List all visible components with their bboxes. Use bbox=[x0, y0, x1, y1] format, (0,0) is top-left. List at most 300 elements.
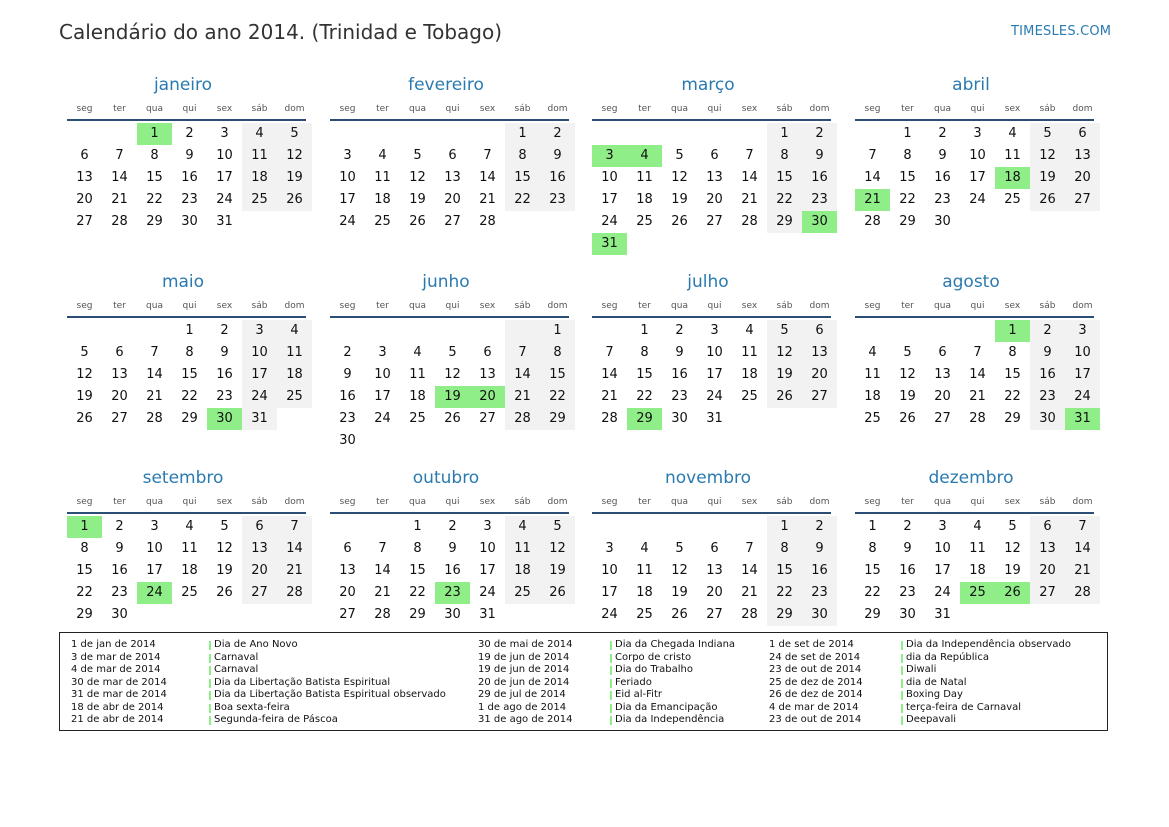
weekday-label: qua bbox=[934, 104, 951, 114]
month-divider bbox=[855, 316, 1094, 318]
day-cell: 13 bbox=[111, 367, 128, 382]
day-cell: 18 bbox=[251, 170, 268, 185]
day-cell: 20 bbox=[111, 389, 128, 404]
weekday-label: sáb bbox=[776, 104, 793, 114]
weekday-label: sex bbox=[479, 301, 496, 311]
day-cell: 30 bbox=[444, 607, 461, 622]
day-cell: 29 bbox=[776, 214, 793, 229]
day-cell: 18 bbox=[864, 389, 881, 404]
day-cell: 27 bbox=[934, 411, 951, 426]
day-cell: 7 bbox=[605, 345, 614, 360]
day-cell: 14 bbox=[741, 563, 758, 578]
day-cell: 13 bbox=[1039, 541, 1056, 556]
day-cell: 30 bbox=[339, 433, 356, 448]
legend-holiday-name: Eid al-Fitr bbox=[610, 689, 662, 702]
day-cell: 7 bbox=[115, 148, 124, 163]
weekday-label: ter bbox=[376, 301, 389, 311]
day-cell: 30 bbox=[811, 607, 828, 622]
day-cell: 25 bbox=[1004, 192, 1021, 207]
day-cell: 19 bbox=[899, 389, 916, 404]
day-cell: 22 bbox=[864, 585, 881, 600]
legend-holiday-name: Dia da Independência bbox=[610, 714, 724, 727]
holiday-day: 30 bbox=[207, 408, 242, 430]
day-cell: 8 bbox=[903, 148, 912, 163]
day-cell: 28 bbox=[479, 214, 496, 229]
weekday-label: qua bbox=[409, 104, 426, 114]
month-divider bbox=[592, 512, 831, 514]
day-cell: 15 bbox=[864, 563, 881, 578]
day-cell: 8 bbox=[80, 541, 89, 556]
day-cell: 7 bbox=[290, 519, 299, 534]
day-cell: 14 bbox=[601, 367, 618, 382]
day-cell: 14 bbox=[969, 367, 986, 382]
holiday-day: 1 bbox=[995, 320, 1030, 342]
day-cell: 11 bbox=[1004, 148, 1021, 163]
day-cell: 30 bbox=[111, 607, 128, 622]
weekday-label: sex bbox=[1004, 104, 1021, 114]
month-name: junho bbox=[422, 272, 470, 292]
day-cell: 26 bbox=[671, 607, 688, 622]
day-cell: 9 bbox=[220, 345, 229, 360]
day-cell: 15 bbox=[514, 170, 531, 185]
day-cell: 13 bbox=[1074, 148, 1091, 163]
day-cell: 29 bbox=[146, 214, 163, 229]
legend-date: 30 de mar de 2014 bbox=[71, 676, 167, 688]
holiday-day: 30 bbox=[802, 211, 837, 233]
day-cell: 22 bbox=[181, 389, 198, 404]
month-divider bbox=[67, 512, 306, 514]
day-cell: 17 bbox=[601, 192, 618, 207]
day-cell: 28 bbox=[969, 411, 986, 426]
day-cell: 7 bbox=[973, 345, 982, 360]
day-cell: 7 bbox=[745, 148, 754, 163]
day-cell: 23 bbox=[811, 585, 828, 600]
weekday-label: sex bbox=[1004, 301, 1021, 311]
day-cell: 18 bbox=[181, 563, 198, 578]
legend-date: 23 de out de 2014 bbox=[769, 664, 862, 675]
day-cell: 28 bbox=[111, 214, 128, 229]
day-cell: 18 bbox=[636, 192, 653, 207]
day-cell: 18 bbox=[514, 563, 531, 578]
month-divider bbox=[330, 512, 569, 514]
day-cell: 9 bbox=[903, 541, 912, 556]
day-cell: 31 bbox=[934, 607, 951, 622]
weekday-label: ter bbox=[376, 497, 389, 507]
holiday-day: 4 bbox=[627, 145, 662, 167]
day-cell: 10 bbox=[479, 541, 496, 556]
day-cell: 15 bbox=[409, 563, 426, 578]
day-cell: 23 bbox=[811, 192, 828, 207]
day-cell: 27 bbox=[76, 214, 93, 229]
day-cell: 6 bbox=[448, 148, 457, 163]
day-cell: 9 bbox=[343, 367, 352, 382]
day-cell: 21 bbox=[479, 192, 496, 207]
day-cell: 27 bbox=[444, 214, 461, 229]
day-cell: 21 bbox=[514, 389, 531, 404]
weekday-label: sex bbox=[1004, 497, 1021, 507]
day-cell: 11 bbox=[636, 170, 653, 185]
day-cell: 12 bbox=[671, 563, 688, 578]
day-cell: 4 bbox=[378, 148, 387, 163]
legend-holiday-name: Dia do Trabalho bbox=[610, 664, 693, 677]
day-cell: 11 bbox=[286, 345, 303, 360]
legend-date: 29 de jul de 2014 bbox=[478, 689, 566, 700]
legend-holiday-name: Deepavali bbox=[901, 714, 956, 727]
month-name: maio bbox=[161, 272, 205, 292]
day-cell: 23 bbox=[934, 192, 951, 207]
day-cell: 20 bbox=[251, 563, 268, 578]
day-cell: 27 bbox=[706, 607, 723, 622]
day-cell: 9 bbox=[553, 148, 562, 163]
day-cell: 23 bbox=[549, 192, 566, 207]
month-divider bbox=[330, 316, 569, 318]
day-cell: 27 bbox=[706, 214, 723, 229]
day-cell: 26 bbox=[76, 411, 93, 426]
month-name: julho bbox=[687, 272, 729, 292]
day-cell: 12 bbox=[216, 541, 233, 556]
day-cell: 11 bbox=[741, 345, 758, 360]
weekday-label: dom bbox=[809, 301, 830, 311]
day-cell: 13 bbox=[339, 563, 356, 578]
day-cell: 17 bbox=[251, 367, 268, 382]
day-cell: 16 bbox=[811, 563, 828, 578]
day-cell: 18 bbox=[969, 563, 986, 578]
legend-holiday-name: terça-feira de Carnaval bbox=[901, 702, 1021, 715]
legend-holiday-name: Dia da Libertação Batista Espiritual bbox=[209, 677, 390, 690]
weekday-label: sex bbox=[741, 497, 758, 507]
weekday-label: seg bbox=[76, 104, 93, 114]
weekday-label: ter bbox=[113, 301, 126, 311]
legend-date: 19 de jun de 2014 bbox=[478, 651, 570, 663]
day-cell: 3 bbox=[483, 519, 492, 534]
weekday-label: seg bbox=[601, 301, 618, 311]
day-cell: 18 bbox=[409, 389, 426, 404]
day-cell: 15 bbox=[899, 170, 916, 185]
month-name: dezembro bbox=[928, 468, 1014, 488]
month-name: novembro bbox=[664, 468, 752, 488]
day-cell: 15 bbox=[76, 563, 93, 578]
holiday-day: 31 bbox=[592, 233, 627, 255]
holiday-day: 25 bbox=[960, 582, 995, 604]
day-cell: 31 bbox=[216, 214, 233, 229]
day-cell: 18 bbox=[636, 585, 653, 600]
day-cell: 16 bbox=[1039, 367, 1056, 382]
day-cell: 15 bbox=[776, 563, 793, 578]
legend-date: 3 de mar de 2014 bbox=[71, 651, 161, 663]
weekday-label: qui bbox=[445, 301, 460, 311]
day-cell: 23 bbox=[1039, 389, 1056, 404]
day-cell: 8 bbox=[518, 148, 527, 163]
legend-holiday-name: Corpo de cristo bbox=[610, 652, 691, 665]
day-cell: 23 bbox=[111, 585, 128, 600]
day-cell: 19 bbox=[549, 563, 566, 578]
day-cell: 16 bbox=[549, 170, 566, 185]
day-cell: 22 bbox=[146, 192, 163, 207]
weekday-label: sáb bbox=[251, 497, 268, 507]
weekday-label: ter bbox=[901, 497, 914, 507]
day-cell: 24 bbox=[216, 192, 233, 207]
day-cell: 15 bbox=[776, 170, 793, 185]
day-cell: 29 bbox=[549, 411, 566, 426]
weekday-label: sáb bbox=[251, 104, 268, 114]
weekday-label: dom bbox=[547, 104, 568, 114]
weekday-label: qui bbox=[970, 104, 985, 114]
day-cell: 17 bbox=[601, 585, 618, 600]
day-cell: 9 bbox=[815, 541, 824, 556]
day-cell: 22 bbox=[514, 192, 531, 207]
weekday-label: sáb bbox=[514, 104, 531, 114]
day-cell: 24 bbox=[934, 585, 951, 600]
day-cell: 4 bbox=[255, 126, 264, 141]
day-cell: 27 bbox=[251, 585, 268, 600]
legend-holiday-name: Carnaval bbox=[209, 652, 258, 665]
legend-date: 24 de set de 2014 bbox=[769, 651, 861, 663]
day-cell: 12 bbox=[1039, 148, 1056, 163]
day-cell: 13 bbox=[444, 170, 461, 185]
holiday-day: 21 bbox=[855, 189, 890, 211]
day-cell: 18 bbox=[286, 367, 303, 382]
day-cell: 5 bbox=[780, 323, 789, 338]
day-cell: 1 bbox=[185, 323, 194, 338]
day-cell: 14 bbox=[374, 563, 391, 578]
weekday-label: qui bbox=[445, 104, 460, 114]
day-cell: 7 bbox=[518, 345, 527, 360]
legend-date: 21 de abr de 2014 bbox=[71, 714, 164, 725]
legend-holiday-name: dia de Natal bbox=[901, 677, 967, 690]
month-divider bbox=[592, 119, 831, 121]
day-cell: 6 bbox=[343, 541, 352, 556]
day-cell: 10 bbox=[601, 563, 618, 578]
day-cell: 6 bbox=[483, 345, 492, 360]
day-cell: 17 bbox=[146, 563, 163, 578]
weekday-label: seg bbox=[864, 497, 881, 507]
day-cell: 6 bbox=[938, 345, 947, 360]
legend-date: 18 de abr de 2014 bbox=[71, 701, 164, 713]
legend-date: 31 de ago de 2014 bbox=[478, 714, 573, 725]
day-cell: 5 bbox=[1043, 126, 1052, 141]
weekday-label: sáb bbox=[776, 301, 793, 311]
day-cell: 15 bbox=[181, 367, 198, 382]
day-cell: 28 bbox=[374, 607, 391, 622]
day-cell: 29 bbox=[776, 607, 793, 622]
day-cell: 14 bbox=[479, 170, 496, 185]
month-divider bbox=[592, 316, 831, 318]
day-cell: 16 bbox=[216, 367, 233, 382]
weekday-label: qui bbox=[182, 497, 197, 507]
day-cell: 26 bbox=[671, 214, 688, 229]
day-cell: 18 bbox=[741, 367, 758, 382]
day-cell: 8 bbox=[553, 345, 562, 360]
day-cell: 1 bbox=[780, 126, 789, 141]
day-cell: 19 bbox=[286, 170, 303, 185]
day-cell: 29 bbox=[1004, 411, 1021, 426]
day-cell: 13 bbox=[251, 541, 268, 556]
day-cell: 29 bbox=[899, 214, 916, 229]
weekday-label: seg bbox=[339, 104, 356, 114]
day-cell: 22 bbox=[776, 585, 793, 600]
weekday-label: sex bbox=[216, 497, 233, 507]
day-cell: 4 bbox=[745, 323, 754, 338]
day-cell: 30 bbox=[899, 607, 916, 622]
weekday-label: sáb bbox=[1039, 104, 1056, 114]
day-cell: 3 bbox=[378, 345, 387, 360]
weekday-label: sex bbox=[216, 301, 233, 311]
day-cell: 24 bbox=[706, 389, 723, 404]
day-cell: 11 bbox=[181, 541, 198, 556]
day-cell: 24 bbox=[601, 214, 618, 229]
day-cell: 6 bbox=[115, 345, 124, 360]
legend-holiday-name: Dia da Chegada Indiana bbox=[610, 639, 735, 652]
day-cell: 3 bbox=[938, 519, 947, 534]
day-cell: 11 bbox=[374, 170, 391, 185]
day-cell: 29 bbox=[864, 607, 881, 622]
day-cell: 29 bbox=[76, 607, 93, 622]
day-cell: 22 bbox=[409, 585, 426, 600]
day-cell: 6 bbox=[815, 323, 824, 338]
day-cell: 4 bbox=[518, 519, 527, 534]
day-cell: 27 bbox=[811, 389, 828, 404]
month-name: outubro bbox=[412, 468, 480, 488]
day-cell: 12 bbox=[776, 345, 793, 360]
weekday-label: dom bbox=[547, 301, 568, 311]
legend-date: 20 de jun de 2014 bbox=[478, 676, 570, 688]
day-cell: 4 bbox=[1008, 126, 1017, 141]
day-cell: 9 bbox=[675, 345, 684, 360]
day-cell: 3 bbox=[150, 519, 159, 534]
legend-holiday-name: dia da República bbox=[901, 652, 989, 665]
day-cell: 2 bbox=[553, 126, 562, 141]
day-cell: 5 bbox=[675, 541, 684, 556]
weekday-label: ter bbox=[638, 497, 651, 507]
month-name: janeiro bbox=[153, 75, 213, 95]
day-cell: 28 bbox=[601, 411, 618, 426]
legend-holiday-name: Boxing Day bbox=[901, 689, 963, 702]
month-name: agosto bbox=[942, 272, 1000, 292]
holiday-day: 26 bbox=[995, 582, 1030, 604]
day-cell: 10 bbox=[251, 345, 268, 360]
weekday-label: seg bbox=[864, 301, 881, 311]
day-cell: 21 bbox=[1074, 563, 1091, 578]
day-cell: 10 bbox=[374, 367, 391, 382]
day-cell: 24 bbox=[969, 192, 986, 207]
day-cell: 4 bbox=[413, 345, 422, 360]
month-name: fevereiro bbox=[408, 75, 484, 95]
day-cell: 13 bbox=[934, 367, 951, 382]
day-cell: 21 bbox=[969, 389, 986, 404]
day-cell: 28 bbox=[286, 585, 303, 600]
day-cell: 19 bbox=[776, 367, 793, 382]
day-cell: 8 bbox=[185, 345, 194, 360]
day-cell: 12 bbox=[76, 367, 93, 382]
weekday-label: qua bbox=[934, 301, 951, 311]
day-cell: 14 bbox=[1074, 541, 1091, 556]
day-cell: 22 bbox=[899, 192, 916, 207]
day-cell: 26 bbox=[549, 585, 566, 600]
day-cell: 22 bbox=[776, 192, 793, 207]
day-cell: 5 bbox=[290, 126, 299, 141]
day-cell: 24 bbox=[374, 411, 391, 426]
legend-holiday-name: Boa sexta-feira bbox=[209, 702, 290, 715]
day-cell: 15 bbox=[1004, 367, 1021, 382]
weekday-label: seg bbox=[76, 301, 93, 311]
weekday-label: dom bbox=[809, 497, 830, 507]
day-cell: 14 bbox=[111, 170, 128, 185]
day-cell: 6 bbox=[255, 519, 264, 534]
weekday-label: seg bbox=[339, 497, 356, 507]
month-divider bbox=[67, 119, 306, 121]
day-cell: 28 bbox=[741, 214, 758, 229]
day-cell: 28 bbox=[864, 214, 881, 229]
day-cell: 25 bbox=[374, 214, 391, 229]
day-cell: 24 bbox=[251, 389, 268, 404]
day-cell: 3 bbox=[1078, 323, 1087, 338]
day-cell: 31 bbox=[251, 411, 268, 426]
weekday-label: sex bbox=[479, 497, 496, 507]
weekday-label: qui bbox=[182, 301, 197, 311]
day-cell: 27 bbox=[1074, 192, 1091, 207]
day-cell: 10 bbox=[934, 541, 951, 556]
site-link[interactable]: TIMESLES.COM bbox=[1011, 24, 1112, 39]
day-cell: 5 bbox=[413, 148, 422, 163]
day-cell: 24 bbox=[1074, 389, 1091, 404]
day-cell: 6 bbox=[710, 148, 719, 163]
day-cell: 13 bbox=[706, 170, 723, 185]
holiday-day: 1 bbox=[67, 516, 102, 538]
day-cell: 15 bbox=[549, 367, 566, 382]
day-cell: 6 bbox=[1078, 126, 1087, 141]
day-cell: 10 bbox=[706, 345, 723, 360]
day-cell: 30 bbox=[181, 214, 198, 229]
month-name: março bbox=[681, 75, 735, 95]
month-divider bbox=[330, 119, 569, 121]
legend-date: 25 de dez de 2014 bbox=[769, 676, 863, 688]
day-cell: 6 bbox=[710, 541, 719, 556]
day-cell: 26 bbox=[216, 585, 233, 600]
day-cell: 17 bbox=[374, 389, 391, 404]
day-cell: 20 bbox=[76, 192, 93, 207]
weekday-label: sex bbox=[479, 104, 496, 114]
day-cell: 5 bbox=[903, 345, 912, 360]
day-cell: 23 bbox=[339, 411, 356, 426]
day-cell: 8 bbox=[413, 541, 422, 556]
day-cell: 7 bbox=[868, 148, 877, 163]
day-cell: 25 bbox=[181, 585, 198, 600]
month-divider bbox=[855, 119, 1094, 121]
day-cell: 9 bbox=[1043, 345, 1052, 360]
day-cell: 2 bbox=[343, 345, 352, 360]
day-cell: 22 bbox=[76, 585, 93, 600]
day-cell: 7 bbox=[378, 541, 387, 556]
day-cell: 2 bbox=[1043, 323, 1052, 338]
day-cell: 25 bbox=[864, 411, 881, 426]
day-cell: 16 bbox=[444, 563, 461, 578]
weekday-label: dom bbox=[284, 104, 305, 114]
day-cell: 14 bbox=[286, 541, 303, 556]
day-cell: 13 bbox=[811, 345, 828, 360]
day-cell: 18 bbox=[374, 192, 391, 207]
weekday-label: sáb bbox=[776, 497, 793, 507]
day-cell: 16 bbox=[111, 563, 128, 578]
day-cell: 24 bbox=[339, 214, 356, 229]
day-cell: 25 bbox=[636, 214, 653, 229]
day-cell: 28 bbox=[1074, 585, 1091, 600]
day-cell: 19 bbox=[76, 389, 93, 404]
day-cell: 12 bbox=[1004, 541, 1021, 556]
day-cell: 9 bbox=[815, 148, 824, 163]
month-name: setembro bbox=[142, 468, 224, 488]
day-cell: 25 bbox=[636, 607, 653, 622]
legend-holiday-name: Feriado bbox=[610, 677, 652, 690]
